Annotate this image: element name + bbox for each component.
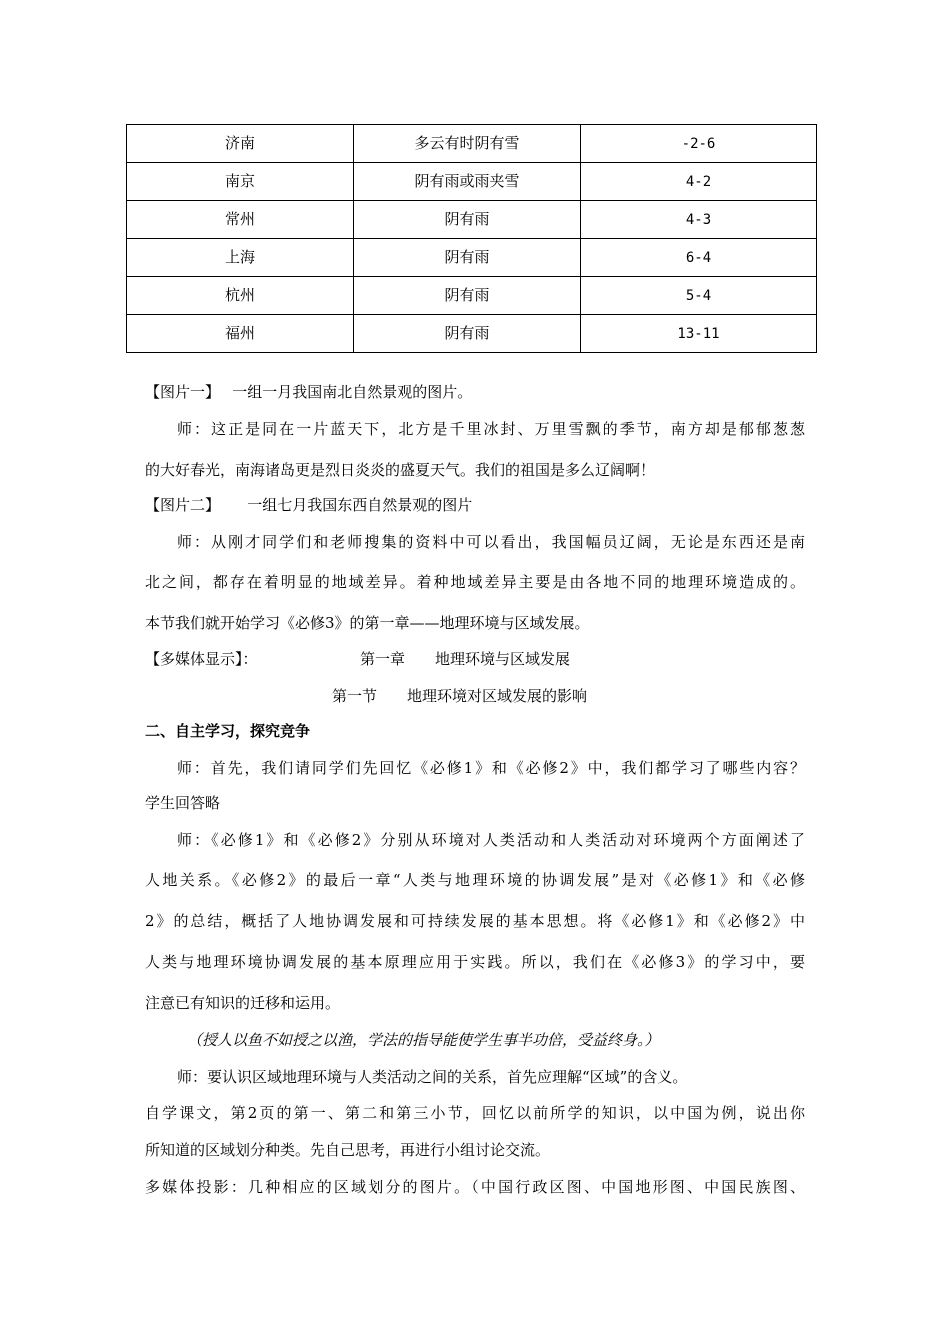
paragraph-line: 师：《必修1》和《必修2》分别从环境对人类活动和人类活动对环境两个方面阐述了	[177, 831, 805, 849]
temp-cell: 4-2	[581, 163, 817, 201]
paragraph-line: 注意已有知识的迁移和运用。	[145, 994, 341, 1012]
paragraph-line: 所知道的区域划分种类。先自己思考，再进行小组讨论交流。	[145, 1141, 551, 1159]
city-cell: 福州	[127, 315, 354, 353]
weather-cell: 阴有雨或雨夹雪	[354, 163, 581, 201]
table-row	[127, 315, 817, 353]
table-row	[127, 163, 817, 201]
weather-cell: 阴有雨	[354, 239, 581, 277]
city-cell: 杭州	[127, 277, 354, 315]
table-row	[127, 277, 817, 315]
paragraph-line: 师：这正是同在一片蓝天下，北方是千里冰封、万里雪飘的季节，南方却是郁郁葱葱	[177, 420, 805, 438]
teaching-note: （授人以鱼不如授之以渔，学法的指导能使学生事半功倍，受益终身。）	[187, 1031, 660, 1049]
paragraph-line: 的大好春光，南海诸岛更是烈日炎炎的盛夏天气。我们的祖国是多么辽阔啊！	[145, 461, 656, 479]
section-title: 第一节 地理环境对区域发展的影响	[332, 687, 588, 705]
paragraph-line: 学生回答略	[145, 794, 221, 812]
picture-two-caption: 【图片二】 一组七月我国东西自然景观的图片	[145, 496, 473, 514]
city-cell: 济南	[127, 125, 354, 163]
weather-table	[126, 124, 817, 353]
chapter-title: 第一章 地理环境与区域发展	[360, 650, 571, 668]
temp-cell: 13-11	[581, 315, 817, 353]
paragraph-line: 师：从刚才同学们和老师搜集的资料中可以看出，我国幅员辽阔，无论是东西还是南	[177, 533, 805, 551]
paragraph-line: 本节我们就开始学习《必修3》的第一章——地理环境与区域发展。	[145, 614, 590, 632]
city-cell: 上海	[127, 239, 354, 277]
table-row	[127, 125, 817, 163]
weather-cell: 阴有雨	[354, 201, 581, 239]
table-row	[127, 201, 817, 239]
paragraph-line: 师：要认识区域地理环境与人类活动之间的关系，首先应理解“区域”的含义。	[177, 1068, 688, 1086]
picture-one-caption: 【图片一】 一组一月我国南北自然景观的图片。	[145, 383, 473, 401]
table-row	[127, 239, 817, 277]
paragraph-line: 多媒体投影：几种相应的区域划分的图片。（中国行政区图、中国地形图、中国民族图、	[145, 1178, 805, 1196]
paragraph-line: 2》的总结，概括了人地协调发展和可持续发展的基本思想。将《必修1》和《必修2》中	[145, 912, 805, 930]
weather-cell: 阴有雨	[354, 277, 581, 315]
weather-cell: 多云有时阴有雪	[354, 125, 581, 163]
city-cell: 南京	[127, 163, 354, 201]
paragraph-line: 师：首先，我们请同学们先回忆《必修1》和《必修2》中，我们都学习了哪些内容？	[177, 759, 805, 777]
paragraph-line: 自学课文，第2页的第一、第二和第三小节，回忆以前所学的知识，以中国为例，说出你	[145, 1104, 805, 1122]
temp-cell: 4-3	[581, 201, 817, 239]
weather-cell: 阴有雨	[354, 315, 581, 353]
paragraph-line: 人类与地理环境协调发展的基本原理应用于实践。所以，我们在《必修3》的学习中，要	[145, 953, 805, 971]
section-heading: 二、自主学习，探究竞争	[145, 722, 311, 740]
city-cell: 常州	[127, 201, 354, 239]
temp-cell: -2-6	[581, 125, 817, 163]
temp-cell: 5-4	[581, 277, 817, 315]
paragraph-line: 北之间，都存在着明显的地域差异。着种地域差异主要是由各地不同的地理环境造成的。	[145, 573, 805, 591]
multimedia-label: 【多媒体显示】：	[145, 650, 258, 668]
temp-cell: 6-4	[581, 239, 817, 277]
paragraph-line: 人地关系。《必修2》的最后一章“人类与地理环境的协调发展”是对《必修1》和《必修	[145, 871, 805, 889]
